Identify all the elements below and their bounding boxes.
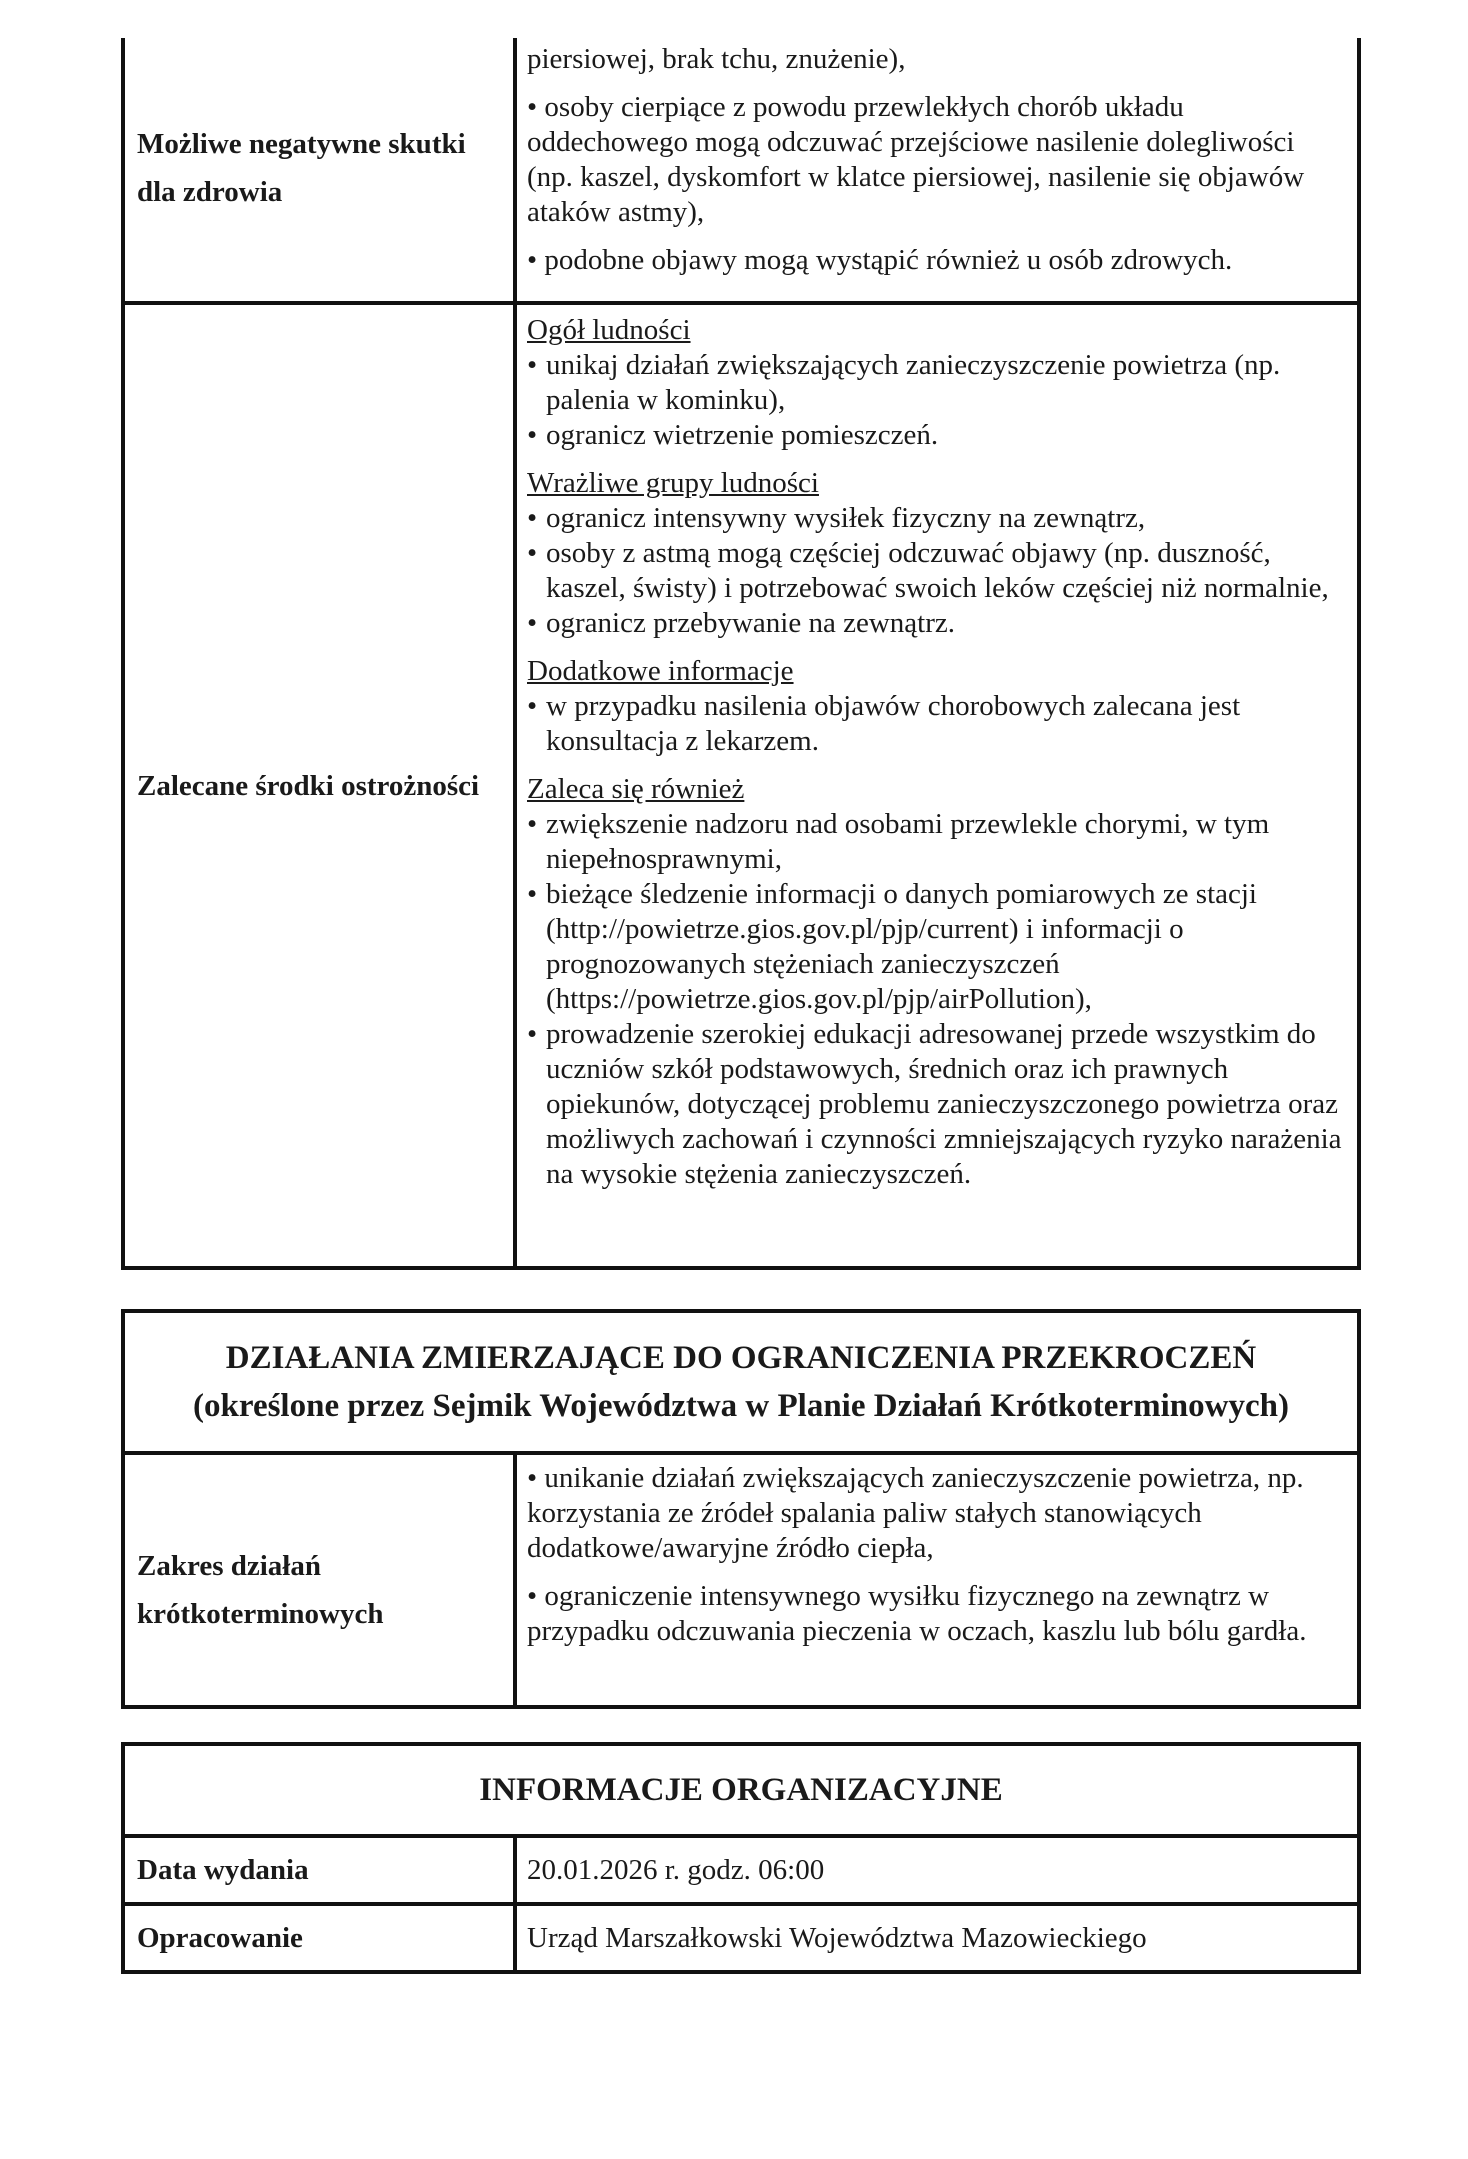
- scope-item: • unikanie działań zwiększających zanieczyszczenie powietrza, np. korzystania ze źródeł spalania paliw stałych stanowiących dodatkowe/awaryjne źródło ciepła,: [527, 1462, 1304, 1564]
- org-label: Opracowanie: [125, 1906, 517, 1970]
- group-heading: Ogół ludności: [527, 314, 691, 346]
- actions-header-row: [125, 1313, 1357, 1451]
- org-title: INFORMACJE ORGANIZACYJNE: [479, 1772, 1003, 1808]
- group-heading: Zaleca się również: [527, 773, 745, 805]
- org-table: [121, 1742, 1361, 1974]
- actions-title: DZIAŁANIA ZMIERZAJĄCE DO OGRANICZENIA PRZEKROCZEŃ: [225, 1340, 1257, 1376]
- scope-label: Zakres działań krótkoterminowych: [125, 1455, 517, 1705]
- group-heading: Dodatkowe informacje: [527, 655, 794, 687]
- actions-header: [125, 1313, 1357, 1451]
- list-item: • bieżące śledzenie informacji o danych pomiarowych ze stacji (http://powietrze.gios.gov.pl/pjp/current) i informacji o prognozowanych stężeniach zanieczyszczeń (https://powietrze.gios.gov.pl/pjp/airPollution),: [527, 877, 1347, 1017]
- list-item: • osoby z astmą mogą częściej odczuwać objawy (np. duszność, kaszel, świsty) i potrzebować swoich leków częściej niż normalnie,: [527, 536, 1347, 606]
- actions-subtitle: (określone przez Sejmik Województwa w Planie Działań Krótkoterminowych): [193, 1388, 1289, 1424]
- org-value: Urząd Marszałkowski Województwa Mazowieckiego: [527, 1921, 1147, 1954]
- health-table: [121, 38, 1361, 1270]
- list-item: • w przypadku nasilenia objawów chorobowych zalecana jest konsultacja z lekarzem.: [527, 689, 1347, 759]
- group-additional: [527, 654, 1347, 759]
- effects-item: piersiowej, brak tchu, znużenie),: [527, 43, 906, 75]
- list-item: • ogranicz intensywny wysiłek fizyczny na zewnątrz,: [527, 501, 1347, 536]
- precautions-value: [517, 305, 1357, 1266]
- actions-table: [121, 1309, 1361, 1709]
- scope-value: [517, 1455, 1357, 1705]
- org-row-author: [125, 1902, 1357, 1970]
- org-value: 20.01.2026 r. godz. 06:00: [527, 1853, 825, 1886]
- list-item: • zwiększenie nadzoru nad osobami przewlekle chorymi, w tym niepełnosprawnymi,: [527, 807, 1347, 877]
- scope-row: [125, 1451, 1357, 1705]
- effects-row: [125, 38, 1357, 301]
- precautions-row: [125, 301, 1357, 1266]
- precautions-label: Zalecane środki ostrożności: [125, 305, 517, 1266]
- effects-value: [517, 38, 1357, 301]
- group-sensitive: [527, 466, 1347, 641]
- effects-item: • osoby cierpiące z powodu przewlekłych chorób układu oddechowego mogą odczuwać przejściowe nasilenie dolegliwości (np. kaszel, dyskomfort w klatce piersiowej, nasilenie się objawów ataków astmy),: [527, 91, 1305, 228]
- effects-label: Możliwe negatywne skutki dla zdrowia: [125, 38, 517, 301]
- group-heading: Wrażliwe grupy ludności: [527, 467, 819, 499]
- list-item: • ogranicz wietrzenie pomieszczeń.: [527, 418, 1347, 453]
- scope-item: • ograniczenie intensywnego wysiłku fizycznego na zewnątrz w przypadku odczuwania pieczenia w oczach, kaszlu lub bólu gardła.: [527, 1580, 1307, 1647]
- org-header-row: [125, 1746, 1357, 1834]
- org-row-date: [125, 1834, 1357, 1902]
- group-also-recommended: [527, 772, 1347, 1192]
- group-general: [527, 313, 1347, 453]
- list-item: • prowadzenie szerokiej edukacji adresowanej przede wszystkim do uczniów szkół podstawowych, średnich oraz ich prawnych opiekunów, dotyczącej problemu zanieczyszczonego powietrza oraz możliwych zachowań i czynności zmniejszających ryzyko narażenia na wysokie stężenia zanieczyszczeń.: [527, 1017, 1347, 1192]
- list-item: • ogranicz przebywanie na zewnątrz.: [527, 606, 1347, 641]
- effects-item: • podobne objawy mogą wystąpić również u osób zdrowych.: [527, 244, 1233, 276]
- list-item: • unikaj działań zwiększających zanieczyszczenie powietrza (np. palenia w kominku),: [527, 348, 1347, 418]
- org-label: Data wydania: [125, 1838, 517, 1902]
